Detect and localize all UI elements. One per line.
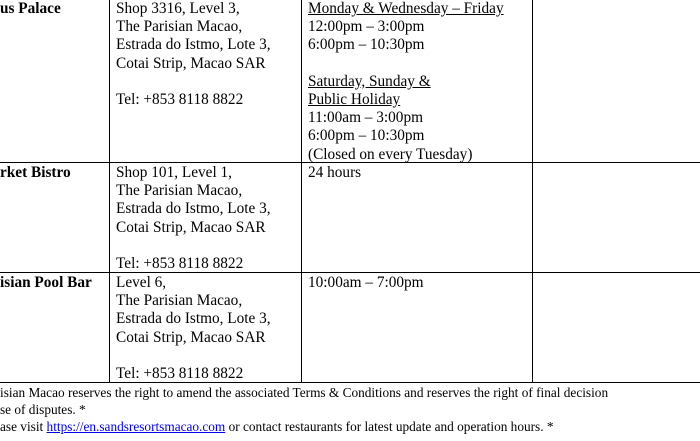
restaurant-address bbox=[116, 164, 271, 273]
telephone: Tel: +853 8118 8822 bbox=[116, 364, 244, 382]
address-line: Level 6, bbox=[116, 274, 167, 291]
column-divider-2 bbox=[301, 0, 302, 382]
column-divider-1 bbox=[109, 0, 110, 382]
hours-heading: Public Holiday bbox=[308, 90, 401, 108]
restaurant-name: isian Pool Bar bbox=[0, 274, 92, 291]
hours-line: 6:00pm – 10:30pm bbox=[308, 127, 425, 145]
terms-note-continued: se of disputes. * bbox=[0, 402, 86, 417]
closed-note: (Closed on every Tuesday) bbox=[308, 145, 473, 163]
address-line: The Parisian Macao, bbox=[116, 292, 243, 310]
restaurant-name: us Palace bbox=[0, 0, 61, 17]
hours-heading: Monday & Wednesday – Friday bbox=[308, 0, 504, 17]
table-bottom-border bbox=[0, 382, 700, 383]
address-line: Estrada do Istmo, Lote 3, bbox=[116, 310, 271, 328]
address-line: Cotai Strip, Macao SAR bbox=[116, 218, 266, 236]
hours-line: 12:00pm – 3:00pm bbox=[308, 18, 425, 36]
address-line: Cotai Strip, Macao SAR bbox=[116, 328, 266, 346]
hours-heading: Saturday, Sunday & bbox=[308, 72, 431, 90]
row-divider-2 bbox=[0, 272, 700, 273]
hours-line: 10:00am – 7:00pm bbox=[308, 274, 424, 291]
address-line: The Parisian Macao, bbox=[116, 182, 243, 200]
telephone: Tel: +853 8118 8822 bbox=[116, 254, 244, 272]
address-line: Shop 3316, Level 3, bbox=[116, 0, 240, 17]
address-line: Cotai Strip, Macao SAR bbox=[116, 54, 266, 72]
address-line: The Parisian Macao, bbox=[116, 18, 243, 36]
opening-hours bbox=[308, 274, 424, 292]
website-link[interactable]: https://en.sandsresortsmacao.com bbox=[46, 419, 226, 434]
website-note: ase visit https://en.sandsresortsmacao.com or contact restaurants for latest update and operation hours. * bbox=[0, 419, 554, 434]
hours-line: 24 hours bbox=[308, 164, 362, 181]
column-divider-3 bbox=[532, 0, 533, 382]
opening-hours bbox=[308, 0, 504, 164]
address-line: Shop 101, Level 1, bbox=[116, 164, 232, 181]
restaurant-address bbox=[116, 0, 271, 109]
hours-line: 11:00am – 3:00pm bbox=[308, 109, 424, 127]
restaurant-address bbox=[116, 274, 271, 383]
terms-note: isian Macao reserves the right to amend the associated Terms & Conditions and reserves the right of final decision bbox=[0, 385, 609, 400]
hours-line: 6:00pm – 10:30pm bbox=[308, 36, 425, 54]
address-line: Estrada do Istmo, Lote 3, bbox=[116, 200, 271, 218]
telephone: Tel: +853 8118 8822 bbox=[116, 90, 244, 108]
opening-hours bbox=[308, 164, 361, 182]
restaurant-name: rket Bistro bbox=[0, 164, 71, 181]
address-line: Estrada do Istmo, Lote 3, bbox=[116, 36, 271, 54]
